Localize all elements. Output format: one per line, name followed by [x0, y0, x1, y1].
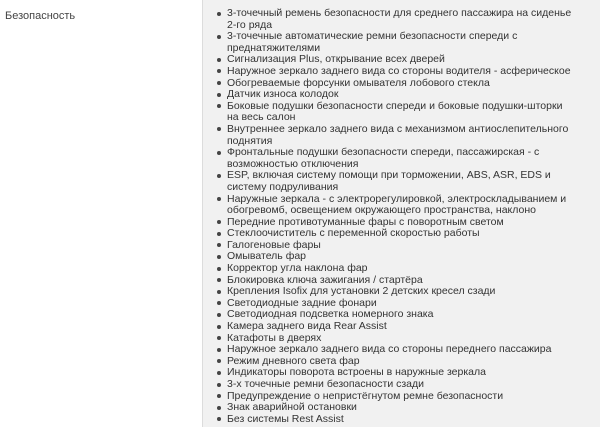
bullet-icon: [217, 243, 221, 247]
bullet-icon: [217, 371, 221, 375]
feature-text: Датчик износа колодок: [227, 88, 339, 101]
spec-label-cell: [0, 0, 200, 427]
feature-text: Внутреннее зеркало заднего вида с механизмом антиослепительного поднятия: [227, 122, 569, 147]
bullet-icon: [217, 35, 221, 39]
feature-list: [227, 8, 572, 425]
bullet-icon: [217, 58, 221, 62]
feature-text: Светодиодная подсветка номерного знака: [227, 308, 434, 321]
feature-text: Крепления Isofix для установки 2 детских кресел сзади: [227, 285, 496, 298]
bullet-icon: [217, 301, 221, 305]
feature-text: Предупреждение о непристёгнутом ремне безопасности: [227, 389, 504, 402]
section-label: Безопасность: [5, 10, 76, 22]
bullet-icon: [217, 417, 221, 421]
feature-text: 3-х точечные ремни безопасности сзади: [227, 378, 425, 390]
feature-text: Знак аварийной остановки: [227, 401, 357, 414]
feature-text: Индикаторы поворота встроены в наружные зеркала: [227, 366, 486, 379]
bullet-icon: [217, 394, 221, 398]
feature-text: Фронтальные подушки безопасности спереди, пассажирская - с возможностью отключения: [227, 146, 540, 170]
bullet-icon: [217, 255, 221, 259]
bullet-icon: [217, 81, 221, 85]
feature-text: Передние противотуманные фары с поворотным светом: [227, 215, 504, 228]
feature-text: Без системы Rest Assist: [227, 412, 344, 425]
feature-text: Режим дневного света фар: [227, 354, 360, 367]
bullet-icon: [217, 174, 221, 178]
bullet-icon: [217, 406, 221, 410]
feature-text: Наружное зеркало заднего вида со стороны водителя - асферическое: [227, 64, 571, 77]
feature-text: ESP, включая систему помощи при торможении, ABS, ASR, EDS и систему подруливания: [227, 169, 551, 193]
bullet-icon: [217, 220, 221, 224]
feature-item: [227, 170, 572, 193]
bullet-icon: [217, 267, 221, 271]
bullet-icon: [217, 197, 221, 201]
feature-text: Сигнализация Plus, открывание всех дверей: [227, 53, 445, 66]
bullet-icon: [217, 93, 221, 97]
feature-item: [227, 101, 572, 124]
feature-text: Блокировка ключа зажигания / стартёра: [227, 273, 423, 286]
feature-item: [227, 124, 572, 147]
bullet-icon: [217, 12, 221, 16]
bullet-icon: [217, 278, 221, 282]
bullet-icon: [217, 383, 221, 387]
feature-text: Стеклоочиститель с переменной скоростью работы: [227, 227, 480, 240]
feature-text: 3-точечный ремень безопасности для среднего пассажира на сиденье 2-го ряда: [227, 7, 572, 31]
bullet-icon: [217, 290, 221, 294]
bullet-icon: [217, 104, 221, 108]
bullet-icon: [217, 325, 221, 329]
feature-item: [227, 194, 572, 217]
feature-text: Катафоты в дверях: [227, 331, 322, 344]
feature-item: [227, 8, 572, 31]
bullet-icon: [217, 127, 221, 131]
bullet-icon: [217, 232, 221, 236]
feature-text: Омыватель фар: [227, 250, 307, 263]
bullet-icon: [217, 69, 221, 73]
feature-text: 3-точечные автоматические ремни безопасности спереди с преднатяжителями: [227, 30, 518, 54]
feature-item: [227, 147, 572, 170]
feature-text: Камера заднего вида Rear Assist: [227, 320, 387, 333]
feature-text: Наружное зеркало заднего вида со стороны переднего пассажира: [227, 343, 552, 356]
feature-text: Боковые подушки безопасности спереди и боковые подушки-шторки на весь салон: [227, 99, 563, 124]
feature-text: Обогреваемые форсунки омывателя лобового стекла: [227, 76, 490, 89]
spec-value-cell: [203, 0, 600, 427]
feature-item: [227, 31, 572, 54]
feature-text: Светодиодные задние фонари: [227, 296, 377, 309]
feature-item: [227, 414, 572, 426]
bullet-icon: [217, 336, 221, 340]
bullet-icon: [217, 313, 221, 317]
feature-text: Наружные зеркала - с электрорегулировкой, электроскладыванием и обогревомб, освещением окружающего пространства, наклоно: [227, 192, 567, 217]
bullet-icon: [217, 359, 221, 363]
bullet-icon: [217, 151, 221, 155]
bullet-icon: [217, 348, 221, 352]
feature-text: Корректор угла наклона фар: [227, 262, 368, 275]
feature-text: Галогеновые фары: [227, 238, 321, 251]
